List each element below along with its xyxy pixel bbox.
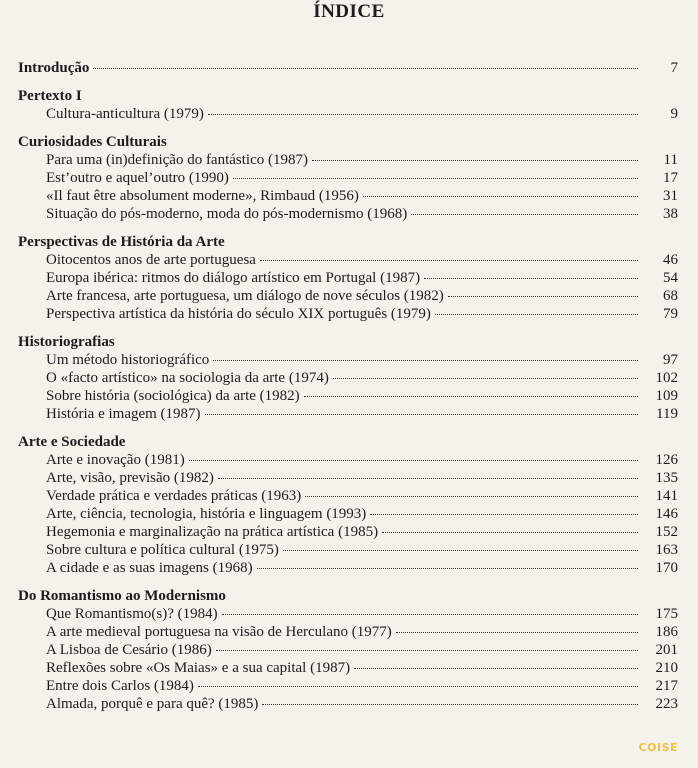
dot-leader <box>213 360 638 361</box>
toc-entry-page: 152 <box>655 524 678 540</box>
toc-entry <box>18 205 678 223</box>
dot-leader <box>354 668 638 669</box>
toc-introduction <box>18 59 678 77</box>
toc-entry-page: 102 <box>655 370 678 386</box>
dot-leader <box>257 568 638 569</box>
toc-entry-label: Entre dois Carlos (1984) <box>46 678 194 694</box>
toc-entry <box>18 451 678 469</box>
section-title: Historiografias <box>18 334 115 350</box>
toc-entry-page: 186 <box>655 624 678 640</box>
toc-entry-label: Introdução <box>18 60 90 76</box>
toc-entry <box>18 151 678 169</box>
toc-entry-page: 126 <box>655 452 678 468</box>
dot-leader <box>363 196 638 197</box>
toc-entry-label: Sobre cultura e política cultural (1975) <box>46 542 279 558</box>
toc-sections <box>18 87 678 713</box>
toc-entry-label: Um método historiográfico <box>46 352 210 368</box>
dot-leader <box>216 650 638 651</box>
dot-leader <box>198 686 638 687</box>
toc-entry-label: Arte e inovação (1981) <box>46 452 185 468</box>
toc-entry-page: 17 <box>663 170 678 186</box>
toc-entry-page: 163 <box>655 542 678 558</box>
toc-entry-label: Almada, porquê e para quê? (1985) <box>46 696 259 712</box>
toc-entry-page: 7 <box>670 60 678 76</box>
toc-entry <box>18 251 678 269</box>
toc-entry <box>18 695 678 713</box>
toc-entry-label: História e imagem (1987) <box>46 406 201 422</box>
toc-entry-page: 217 <box>655 678 678 694</box>
toc-entry <box>18 641 678 659</box>
toc-entry <box>18 559 678 577</box>
toc-entry-label: Oitocentos anos de arte portuguesa <box>46 252 256 268</box>
toc-entry <box>18 523 678 541</box>
toc-entry-page: 54 <box>663 270 678 286</box>
dot-leader <box>218 478 638 479</box>
toc-entry <box>18 541 678 559</box>
section-title: Curiosidades Culturais <box>18 134 167 150</box>
dot-leader <box>370 514 638 515</box>
toc-section <box>18 587 678 713</box>
toc-entry-label: O «facto artístico» na sociologia da arte (1974) <box>46 370 329 386</box>
toc-entry-page: 9 <box>670 106 678 122</box>
toc-entry-label: Est’outro e aquel’outro (1990) <box>46 170 229 186</box>
toc-entry <box>18 305 678 323</box>
toc-entry-page: 79 <box>663 306 678 322</box>
dot-leader <box>222 614 638 615</box>
toc-entry-label: «Il faut être absolument moderne», Rimbaud (1956) <box>46 188 359 204</box>
dot-leader <box>205 414 638 415</box>
section-title: Do Romantismo ao Modernismo <box>18 588 226 604</box>
toc-entry-page: 109 <box>655 388 678 404</box>
dot-leader <box>283 550 638 551</box>
toc-entry-label: Que Romantismo(s)? (1984) <box>46 606 218 622</box>
dot-leader <box>435 314 638 315</box>
toc-section <box>18 233 678 323</box>
toc-entry <box>18 677 678 695</box>
toc-entry-introduction <box>18 59 678 77</box>
toc-entry-page: 170 <box>655 560 678 576</box>
toc-entry-page: 146 <box>655 506 678 522</box>
toc-entry-page: 201 <box>655 642 678 658</box>
watermark-logo: COISE <box>638 741 678 754</box>
dot-leader <box>233 178 638 179</box>
toc-entry <box>18 269 678 287</box>
toc-section <box>18 87 678 123</box>
toc-entry-label: Situação do pós-moderno, moda do pós-modernismo (1968) <box>46 206 408 222</box>
toc-entry <box>18 169 678 187</box>
dot-leader <box>382 532 638 533</box>
toc-entry-page: 141 <box>655 488 678 504</box>
toc-entry-label: Arte francesa, arte portuguesa, um diálogo de nove séculos (1982) <box>46 288 444 304</box>
toc-entry-label: Cultura-anticultura (1979) <box>46 106 204 122</box>
toc-entry-label: Europa ibérica: ritmos do diálogo artístico em Portugal (1987) <box>46 270 421 286</box>
toc-entry <box>18 351 678 369</box>
toc-entry <box>18 605 678 623</box>
dot-leader <box>424 278 638 279</box>
toc-entry <box>18 369 678 387</box>
toc-entry <box>18 105 678 123</box>
toc-entry-label: Arte, visão, previsão (1982) <box>46 470 214 486</box>
toc-entry-label: A cidade e as suas imagens (1968) <box>46 560 253 576</box>
toc-entry <box>18 405 678 423</box>
dot-leader <box>189 460 638 461</box>
toc-entry <box>18 187 678 205</box>
toc-entry <box>18 469 678 487</box>
toc-entry-page: 119 <box>656 406 678 422</box>
toc-section <box>18 333 678 423</box>
section-title: Perspectivas de História da Arte <box>18 234 225 250</box>
toc-entry-label: A Lisboa de Cesário (1986) <box>46 642 212 658</box>
dot-leader <box>260 260 638 261</box>
toc-section <box>18 133 678 223</box>
toc-entry-label: A arte medieval portuguesa na visão de Herculano (1977) <box>46 624 392 640</box>
toc-entry <box>18 387 678 405</box>
toc-entry-page: 210 <box>655 660 678 676</box>
section-title: Arte e Sociedade <box>18 434 126 450</box>
toc-entry <box>18 623 678 641</box>
toc-entry-label: Arte, ciência, tecnologia, história e linguagem (1993) <box>46 506 367 522</box>
toc-entry-label: Reflexões sobre «Os Maias» e a sua capital (1987) <box>46 660 351 676</box>
dot-leader <box>262 704 638 705</box>
toc-entry-page: 97 <box>663 352 678 368</box>
toc-entry-page: 175 <box>655 606 678 622</box>
toc-entry-label: Sobre história (sociológica) da arte (1982) <box>46 388 300 404</box>
dot-leader <box>312 160 638 161</box>
toc-entry <box>18 659 678 677</box>
toc-section <box>18 433 678 577</box>
toc-entry-page: 11 <box>663 152 678 168</box>
dot-leader <box>304 396 638 397</box>
toc-entry-label: Para uma (in)definição do fantástico (1987) <box>46 152 308 168</box>
toc-entry-label: Verdade prática e verdades práticas (1963) <box>46 488 302 504</box>
section-title: Pertexto I <box>18 88 82 104</box>
toc-entry <box>18 487 678 505</box>
toc-entry-page: 135 <box>655 470 678 486</box>
toc-entry-label: Perspectiva artística da história do século XIX português (1979) <box>46 306 431 322</box>
toc-entry-page: 223 <box>655 696 678 712</box>
toc-entry-page: 46 <box>663 252 678 268</box>
dot-leader <box>208 114 638 115</box>
dot-leader <box>396 632 638 633</box>
dot-leader <box>333 378 638 379</box>
table-of-contents <box>18 59 678 723</box>
toc-entry-page: 31 <box>663 188 678 204</box>
toc-entry-page: 68 <box>663 288 678 304</box>
dot-leader <box>448 296 638 297</box>
page-title: ÍNDICE <box>313 1 385 22</box>
dot-leader <box>411 214 638 215</box>
toc-entry <box>18 287 678 305</box>
toc-entry-label: Hegemonia e marginalização na prática artística (1985) <box>46 524 379 540</box>
toc-entry <box>18 505 678 523</box>
toc-entry-page: 38 <box>663 206 678 222</box>
dot-leader <box>93 68 638 69</box>
dot-leader <box>305 496 638 497</box>
